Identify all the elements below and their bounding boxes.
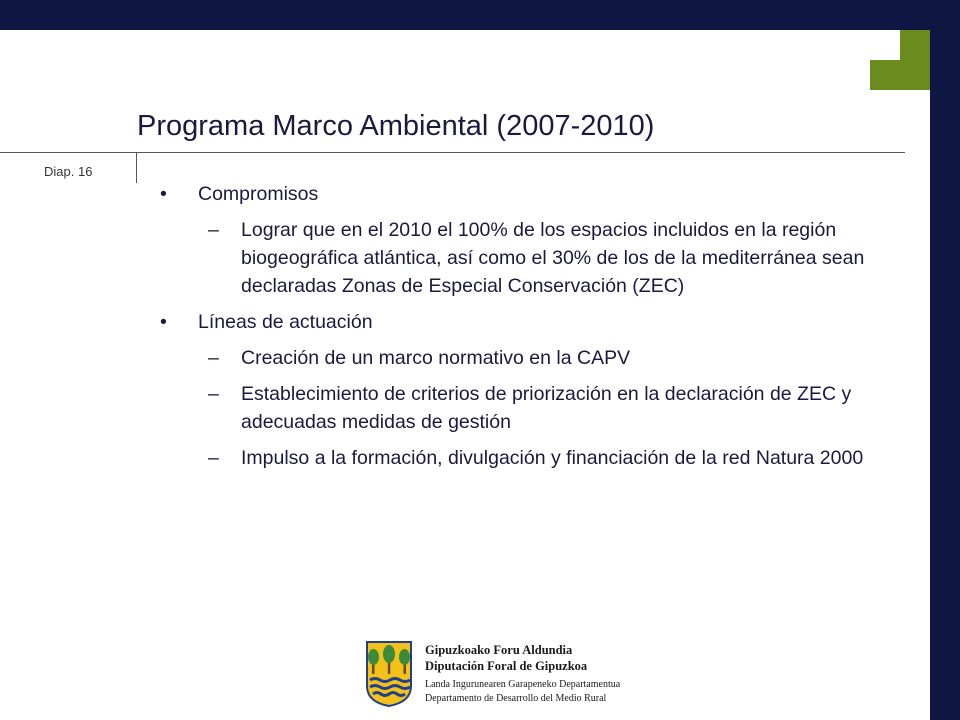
- slide-number-divider: [136, 153, 137, 183]
- dash-marker: –: [208, 447, 219, 469]
- footer-organization-text: [425, 642, 620, 706]
- dash-marker: –: [208, 347, 219, 369]
- bullet-marker: •: [160, 183, 167, 205]
- white-corner-notch: [870, 30, 900, 60]
- list-item-text: Impulso a la formación, divulgación y financiación de la red Natura 2000: [241, 447, 864, 469]
- dept-name-spanish: Departamento de Desarrollo del Medio Rural: [425, 693, 607, 704]
- gipuzkoa-coat-of-arms-logo: [365, 640, 413, 708]
- list-item: [160, 344, 895, 372]
- slide-number: Diap. 16: [44, 164, 93, 179]
- dash-marker: –: [208, 383, 219, 405]
- org-name-basque: Gipuzkoako Foru Aldundia: [425, 643, 573, 657]
- section-heading: [160, 308, 895, 336]
- list-item-text: Lograr que en el 2010 el 100% de los espacios incluidos en la región biogeográfica atlántica, así como el 30% de los de la mediterránea sean declaradas Zonas de Especial Conservación (ZEC): [241, 219, 865, 297]
- list-item: [160, 216, 895, 300]
- list-item: [160, 444, 895, 472]
- section-heading-text: Líneas de actuación: [198, 311, 373, 333]
- right-decorative-bar: [930, 0, 960, 720]
- list-item-text: Creación de un marco normativo en la CAPV: [241, 347, 631, 369]
- list-item: [160, 380, 895, 436]
- top-decorative-bar: [0, 0, 960, 30]
- slide-content: [160, 180, 895, 480]
- section-heading: [160, 180, 895, 208]
- dept-name-basque: Landa Ingurunearen Garapeneko Departamentua: [425, 679, 621, 690]
- slide-title: Programa Marco Ambiental (2007-2010): [137, 110, 655, 142]
- section-heading-text: Compromisos: [198, 183, 319, 205]
- dash-marker: –: [208, 219, 219, 241]
- org-name-spanish: Diputación Foral de Gipuzkoa: [425, 659, 588, 673]
- list-item-text: Establecimiento de criterios de priorización en la declaración de ZEC y adecuadas medidas de gestión: [241, 383, 852, 433]
- bullet-marker: •: [160, 311, 167, 333]
